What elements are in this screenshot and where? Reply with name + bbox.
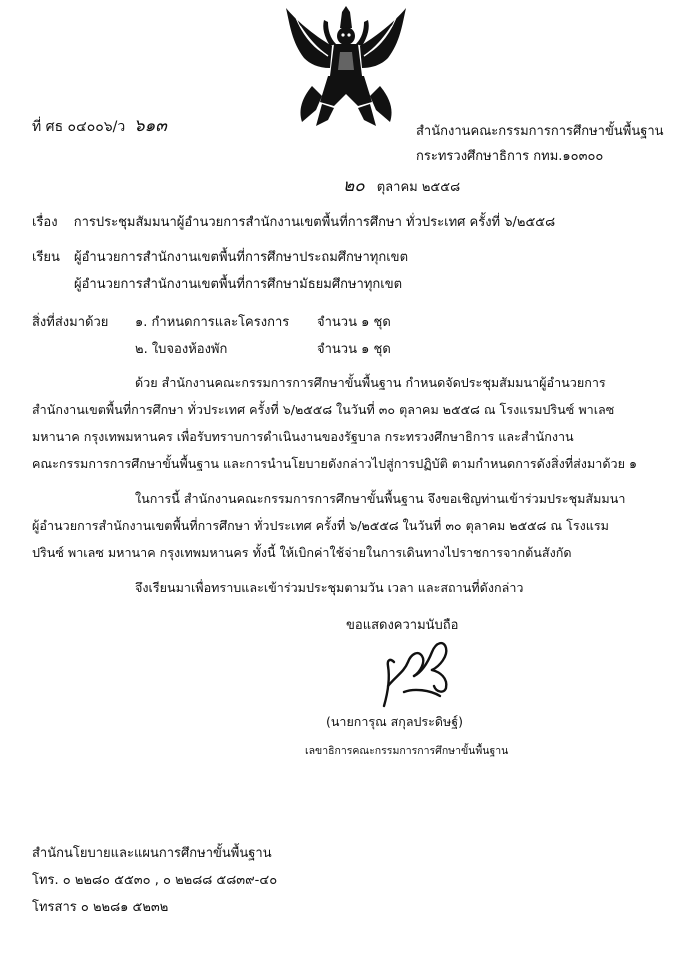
recipient-line-2: ผู้อำนวยการสำนักงานเขตพื้นที่การศึกษามัธยมศึกษาทุกเขต [74, 277, 403, 292]
closing-salutation: ขอแสดงความนับถือ [346, 618, 459, 633]
body-para2-line1: ในการนี้ สำนักงานคณะกรรมการการศึกษาขั้นพื้นฐาน จึงขอเชิญท่านเข้าร่วมประชุมสัมมนา [135, 491, 626, 506]
reference-label: ที่ ศธ ๐๔๐๐๖/ว [32, 119, 126, 135]
body-para3: จึงเรียนมาเพื่อทราบและเข้าร่วมประชุมตามวัน เวลา และสถานที่ดังกล่าว [135, 580, 524, 595]
subject-text: การประชุมสัมมนาผู้อำนวยการสำนักงานเขตพื้นที่การศึกษา ทั่วประเทศ ครั้งที่ ๖/๒๕๕๘ [73, 215, 556, 230]
footer-office: สำนักนโยบายและแผนการศึกษาขั้นพื้นฐาน [32, 846, 272, 861]
letter-date [343, 172, 460, 199]
footer-phone: โทร. ๐ ๒๒๘๐ ๕๕๓๐ , ๐ ๒๒๘๘ ๕๘๓๙-๔๐ [32, 873, 278, 888]
body-para2-line2: ผู้อำนวยการสำนักงานเขตพื้นที่การศึกษา ทั่วประเทศ ครั้งที่ ๖/๒๕๕๘ ในวันที่ ๓๐ ตุลาคม ๒๕๕๘ ณ โรงแรม [32, 518, 609, 533]
recipient-line-1: ผู้อำนวยการสำนักงานเขตพื้นที่การศึกษาประถมศึกษาทุกเขต [74, 250, 409, 265]
reference-handwritten-number: ๖๑๓ [133, 116, 167, 136]
enclosure-item-1-qty: จำนวน ๑ ชุด [317, 315, 391, 330]
issuing-ministry-address: กระทรวงศึกษาธิการ กทม.๑๐๓๐๐ [416, 149, 604, 164]
signer-title: เลขาธิการคณะกรรมการการศึกษาขั้นพื้นฐาน [305, 745, 509, 757]
signer-name: (นายการุณ สกุลประดิษฐ์) [326, 714, 463, 729]
subject-label: เรื่อง [32, 215, 58, 230]
enclosures-label: สิ่งที่ส่งมาด้วย [32, 315, 109, 330]
issuing-office: สำนักงานคณะกรรมการการศึกษาขั้นพื้นฐาน [416, 124, 664, 139]
subject-line [32, 211, 555, 232]
garuda-emblem [282, 6, 410, 128]
body-para2-line3: ปรินซ์ พาเลซ มหานาค กรุงเทพมหานคร ทั้งนี้ ให้เบิกค่าใช้จ่ายในการเดินทางไปราชการจากต้นสังกัด [32, 545, 572, 560]
reference-number [32, 112, 167, 139]
enclosure-item-2-qty: จำนวน ๑ ชุด [317, 342, 391, 357]
enclosure-item-1: ๑. กำหนดการและโครงการ [135, 315, 290, 330]
signature-mark [374, 632, 464, 712]
date-day-handwritten: ๒๐ [343, 176, 365, 196]
body-para1-line2: สำนักงานเขตพื้นที่การศึกษา ทั่วประเทศ ครั้งที่ ๖/๒๕๕๘ ในวันที่ ๓๐ ตุลาคม ๒๕๕๘ ณ โรงแรมปรินซ์ พาเลซ [32, 402, 615, 417]
footer-fax: โทรสาร ๐ ๒๒๘๑ ๕๒๓๒ [32, 900, 169, 915]
body-para1-line4: คณะกรรมการการศึกษาขั้นพื้นฐาน และการนำนโยบายดังกล่าวไปสู่การปฏิบัติ ตามกำหนดการดังสิ่งที่ส่งมาด้วย ๑ [32, 456, 637, 471]
recipient-label: เรียน [32, 250, 60, 265]
enclosure-item-2: ๒. ใบจองห้องพัก [135, 342, 228, 357]
body-para1-line3: มหานาค กรุงเทพมหานคร เพื่อรับทราบการดำเนินงานของรัฐบาล กระทรวงศึกษาธิการ และสำนักงาน [32, 429, 574, 444]
body-para1-line1: ด้วย สำนักงานคณะกรรมการการศึกษาขั้นพื้นฐาน กำหนดจัดประชุมสัมมนาผู้อำนวยการ [135, 375, 606, 390]
date-month-year: ตุลาคม ๒๕๕๘ [376, 180, 461, 195]
